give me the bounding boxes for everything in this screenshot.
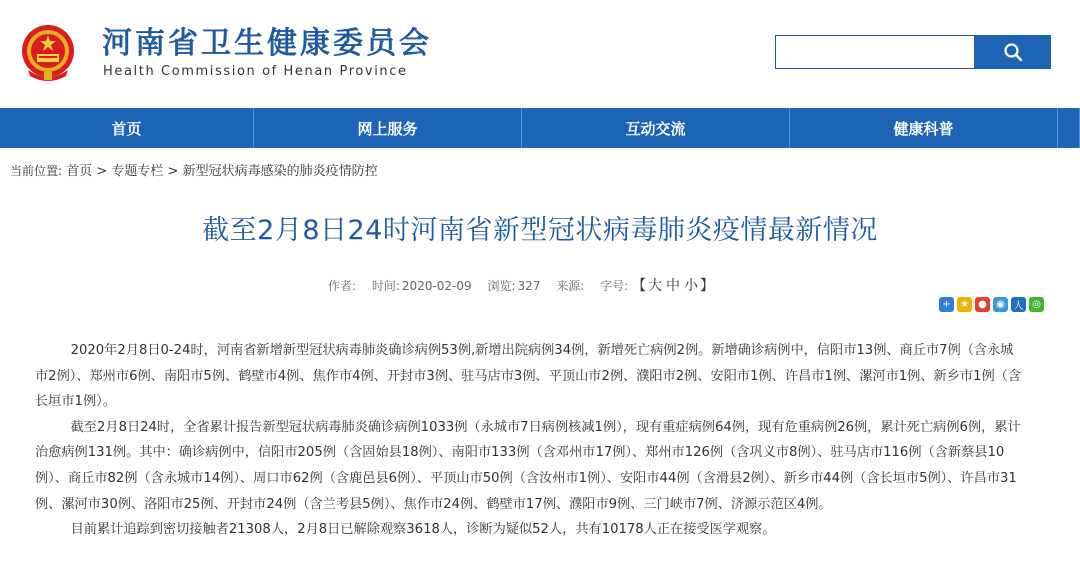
- source-label: 来源:: [556, 279, 585, 293]
- breadcrumb-separator: >: [167, 164, 179, 179]
- main-nav: [0, 108, 1080, 148]
- font-size-control: 字号: 【 大 中 小 】: [600, 278, 715, 294]
- breadcrumb-special-topics[interactable]: 专题专栏: [111, 164, 164, 179]
- national-emblem-icon: [20, 24, 76, 82]
- article-meta: [328, 275, 726, 295]
- site-subtitle: Health Commission of Henan Province: [103, 64, 408, 79]
- font-large-button[interactable]: 大: [648, 278, 663, 294]
- search-input[interactable]: [775, 35, 975, 69]
- nav-item-overflow: [1058, 108, 1080, 148]
- site-title: 河南省卫生健康委员会: [102, 26, 432, 61]
- breadcrumb-home[interactable]: 首页: [66, 164, 93, 179]
- share-toolbar: [939, 297, 1044, 312]
- breadcrumb: [10, 160, 378, 179]
- article-body: [35, 338, 1025, 543]
- breadcrumb-label: 当前位置:: [10, 164, 63, 178]
- publish-time: 2020-02-09: [401, 279, 472, 293]
- font-medium-button[interactable]: 中: [666, 278, 681, 294]
- time-label: 时间: 2020-02-09: [371, 279, 472, 293]
- article-paragraph: 截至2月8日24时，全省累计报告新型冠状病毒肺炎确诊病例1033例（永城市7日病例核减1例），现有重症病例64例，现有危重病例26例，累计死亡病例6例，累计治愈病例131例。其中：确诊病例中，信阳市205例（含固始县18例）、南阳市133例（含邓州市17例）、郑州市126例（含巩义市8例）、驻马店市116例（含新蔡县10例）、商丘市82例（含永城市14例）、周口市62例（含鹿邑县6例）、平顶山市50例（含汝州市1例）、安阳市44例（含滑县2例）、新乡市44例（含长垣市5例）、许昌市31例、漯河市30例、洛阳市25例、开封市24例（含兰考县5例）、焦作市24例、鹤壁市17例、濮阳市9例、三门峡市7例、济源示范区4例。: [35, 419, 1021, 512]
- nav-item-online-services[interactable]: 网上服务: [254, 108, 522, 148]
- author-label: 作者:: [328, 279, 357, 293]
- share-plus-icon[interactable]: +: [939, 297, 954, 312]
- qzone-icon[interactable]: ★: [957, 297, 972, 312]
- article-title: 截至2月8日24时河南省新型冠状病毒肺炎疫情最新情况: [202, 215, 878, 246]
- nav-item-health-science[interactable]: 健康科普: [790, 108, 1058, 148]
- weibo-icon[interactable]: ●: [975, 297, 990, 312]
- site-header: [0, 0, 1080, 108]
- search-icon: [1003, 42, 1023, 62]
- tencent-weibo-icon[interactable]: ◉: [993, 297, 1008, 312]
- nav-item-home[interactable]: 首页: [0, 108, 254, 148]
- wechat-icon[interactable]: ◎: [1029, 297, 1044, 312]
- font-small-button[interactable]: 小: [684, 278, 699, 294]
- article-paragraph: 2020年2月8日0-24时，河南省新增新型冠状病毒肺炎确诊病例53例,新增出院病例34例，新增死亡病例2例。新增确诊病例中，信阳市13例、商丘市7例（含永城市2例）、郑州市6例、南阳市5例、鹤壁市4例、焦作市4例、开封市3例、驻马店市3例、平顶山市2例、濮阳市2例、安阳市1例、许昌市1例、漯河市1例、新乡市1例（含长垣市1例）。: [35, 343, 1022, 410]
- search-button[interactable]: [975, 35, 1051, 69]
- views-label: 浏览: 327: [487, 279, 541, 293]
- renren-icon[interactable]: 人: [1011, 297, 1026, 312]
- article-paragraph: 目前累计追踪到密切接触者21308人，2月8日已解除观察3618人，诊断为疑似52人，共有10178人正在接受医学观察。: [70, 522, 776, 538]
- breadcrumb-separator: >: [96, 164, 108, 179]
- breadcrumb-covid-prevention[interactable]: 新型冠状病毒感染的肺炎疫情防控: [182, 164, 378, 179]
- nav-item-interaction[interactable]: 互动交流: [522, 108, 790, 148]
- view-count: 327: [517, 279, 541, 293]
